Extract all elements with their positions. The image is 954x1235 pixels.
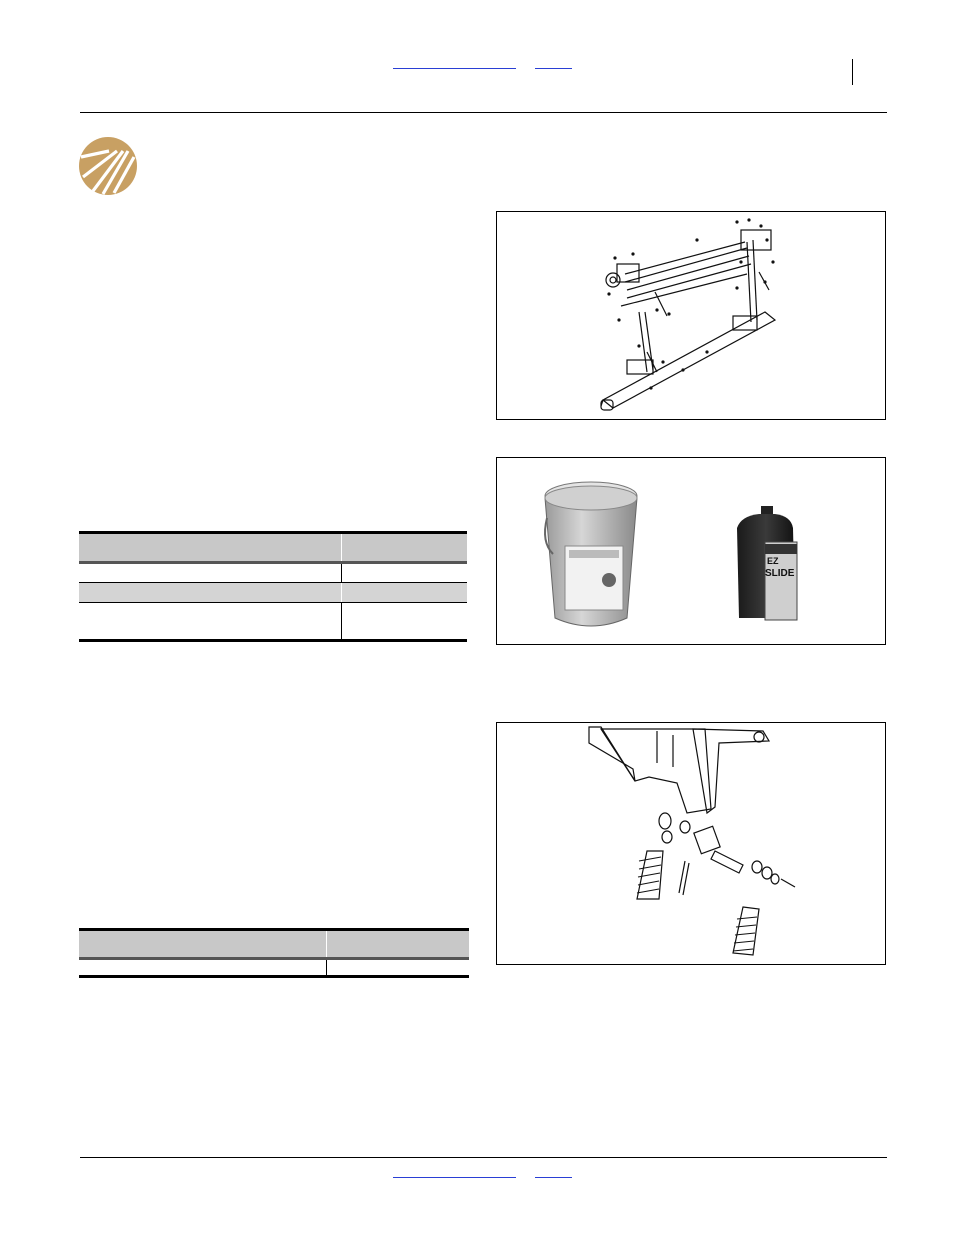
table-row	[79, 603, 467, 641]
svg-text:EZ: EZ	[767, 556, 779, 566]
table-row	[79, 959, 469, 977]
table-cell	[79, 959, 327, 977]
lubricant-pail-and-bottle-photo-icon	[497, 458, 885, 644]
table-header-row	[79, 533, 467, 563]
table-header-row	[79, 930, 469, 959]
parts-exploded-diagram-icon	[497, 212, 885, 419]
header-link-right[interactable]	[535, 68, 572, 69]
table-row	[79, 563, 467, 583]
header-rule	[80, 112, 887, 113]
footer-link-left[interactable]	[393, 1177, 516, 1178]
header-link-left[interactable]	[393, 68, 516, 69]
spec-table-2	[79, 928, 469, 978]
table-cell	[79, 563, 342, 583]
table-cell	[342, 603, 468, 641]
brand-logo-icon	[79, 137, 137, 195]
header-page-bar	[852, 59, 853, 85]
spec-table-1	[79, 531, 467, 642]
table-header-cell	[79, 930, 327, 959]
footer-link-right[interactable]	[535, 1177, 572, 1178]
table-row	[79, 583, 467, 603]
table-cell	[342, 563, 468, 583]
table-cell	[327, 959, 470, 977]
figure-3-box	[496, 722, 886, 965]
table-cell	[342, 583, 468, 603]
table-cell	[79, 583, 342, 603]
footer-rule	[80, 1157, 887, 1158]
figure-2-box	[496, 457, 886, 645]
spring-assembly-exploded-diagram-icon	[497, 723, 885, 964]
table-cell	[79, 603, 342, 641]
table-header-cell	[327, 930, 470, 959]
figure-1-box	[496, 211, 886, 420]
table-header-cell	[79, 533, 342, 563]
table-header-cell	[342, 533, 468, 563]
svg-text:SLIDE: SLIDE	[765, 568, 795, 579]
